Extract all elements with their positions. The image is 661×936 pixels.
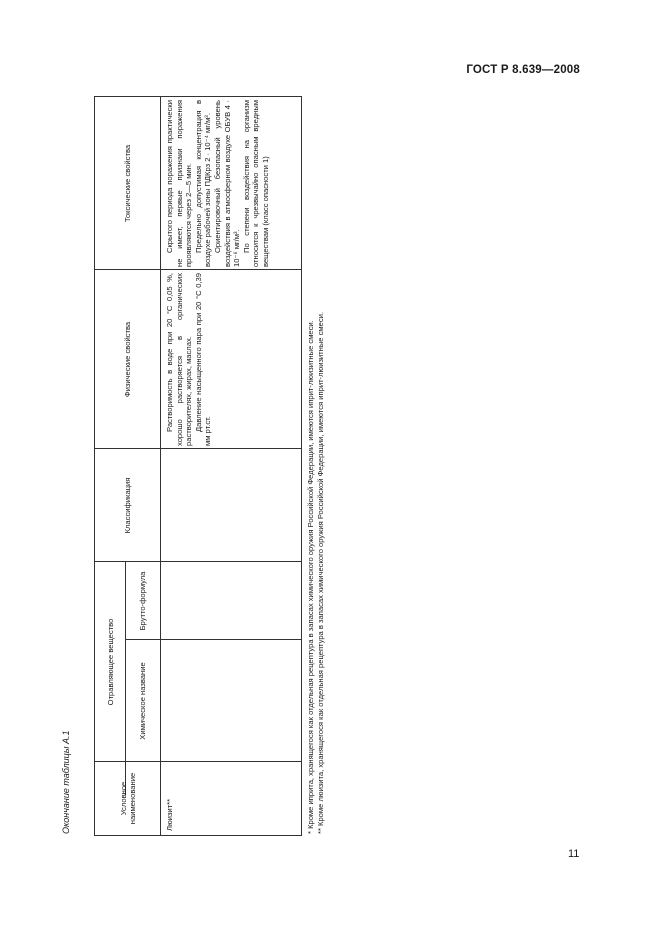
toxic-text-1: Скрытого периода поражения практически не имеет, первые признаки поражения проявляются через 2—5 мин. — [165, 100, 194, 267]
header-physical-properties: Физические свойства — [123, 321, 132, 398]
cell-conventional-name: Люизит** — [165, 798, 174, 831]
header-conventional-name: Условное наименование — [118, 772, 137, 825]
table-a1-continuation — [94, 96, 302, 836]
page-number: 11 — [568, 848, 580, 860]
footnote-2: ** Кроме люизита, хранящегося как отдельная рецептура в запасах химического оружия Российской Федерации, имеются иприт-люизитные смеси. — [316, 311, 325, 834]
standard-number: ГОСТ Р 8.639—2008 — [466, 64, 580, 76]
cell-toxic-properties — [165, 100, 271, 267]
toxic-text-4: По степени воздействия на организм относится к чрезвычайно опасным вредным веществам (класс опасности 1) — [241, 100, 270, 267]
toxic-text-2: Предельно допустимая концентрация в воздухе рабочей зоны ПДКрз 2 · 10⁻⁴ мг/м³. — [193, 100, 213, 267]
table-caption: Окончание таблицы А.1 — [61, 730, 71, 834]
header-gross-formula: Брутто-формула — [138, 571, 147, 631]
header-classification: Классификация — [123, 477, 132, 534]
cell-physical-properties — [165, 273, 213, 446]
header-chemical-name: Химическое название — [138, 662, 147, 740]
physical-text-1: Растворимость в воде при 20 °С 0,05 %, хорошо растворяется в органических растворителях, жирах, маслах. — [165, 273, 194, 446]
rotated-table-page — [62, 96, 352, 836]
header-poisonous-substance: Отравляющее вещество — [105, 618, 115, 706]
toxic-text-3: Ориентировочный безопасный уровень воздействия в атмосферном воздухе ОБУВ 4 · 10⁻⁶ мг/м³. — [212, 100, 242, 267]
header-toxic-properties: Токсические свойства — [123, 144, 132, 223]
header-bottom-line — [160, 97, 161, 835]
physical-text-2: Давление насыщенного пара при 20 °С 0,39 мм рт.ст. — [193, 273, 213, 446]
footnote-1: * Кроме иприта, хранящегося как отдельная рецептура в запасах химического оружия Российской Федерации, имеются иприт-люизитные смеси. — [306, 320, 315, 834]
